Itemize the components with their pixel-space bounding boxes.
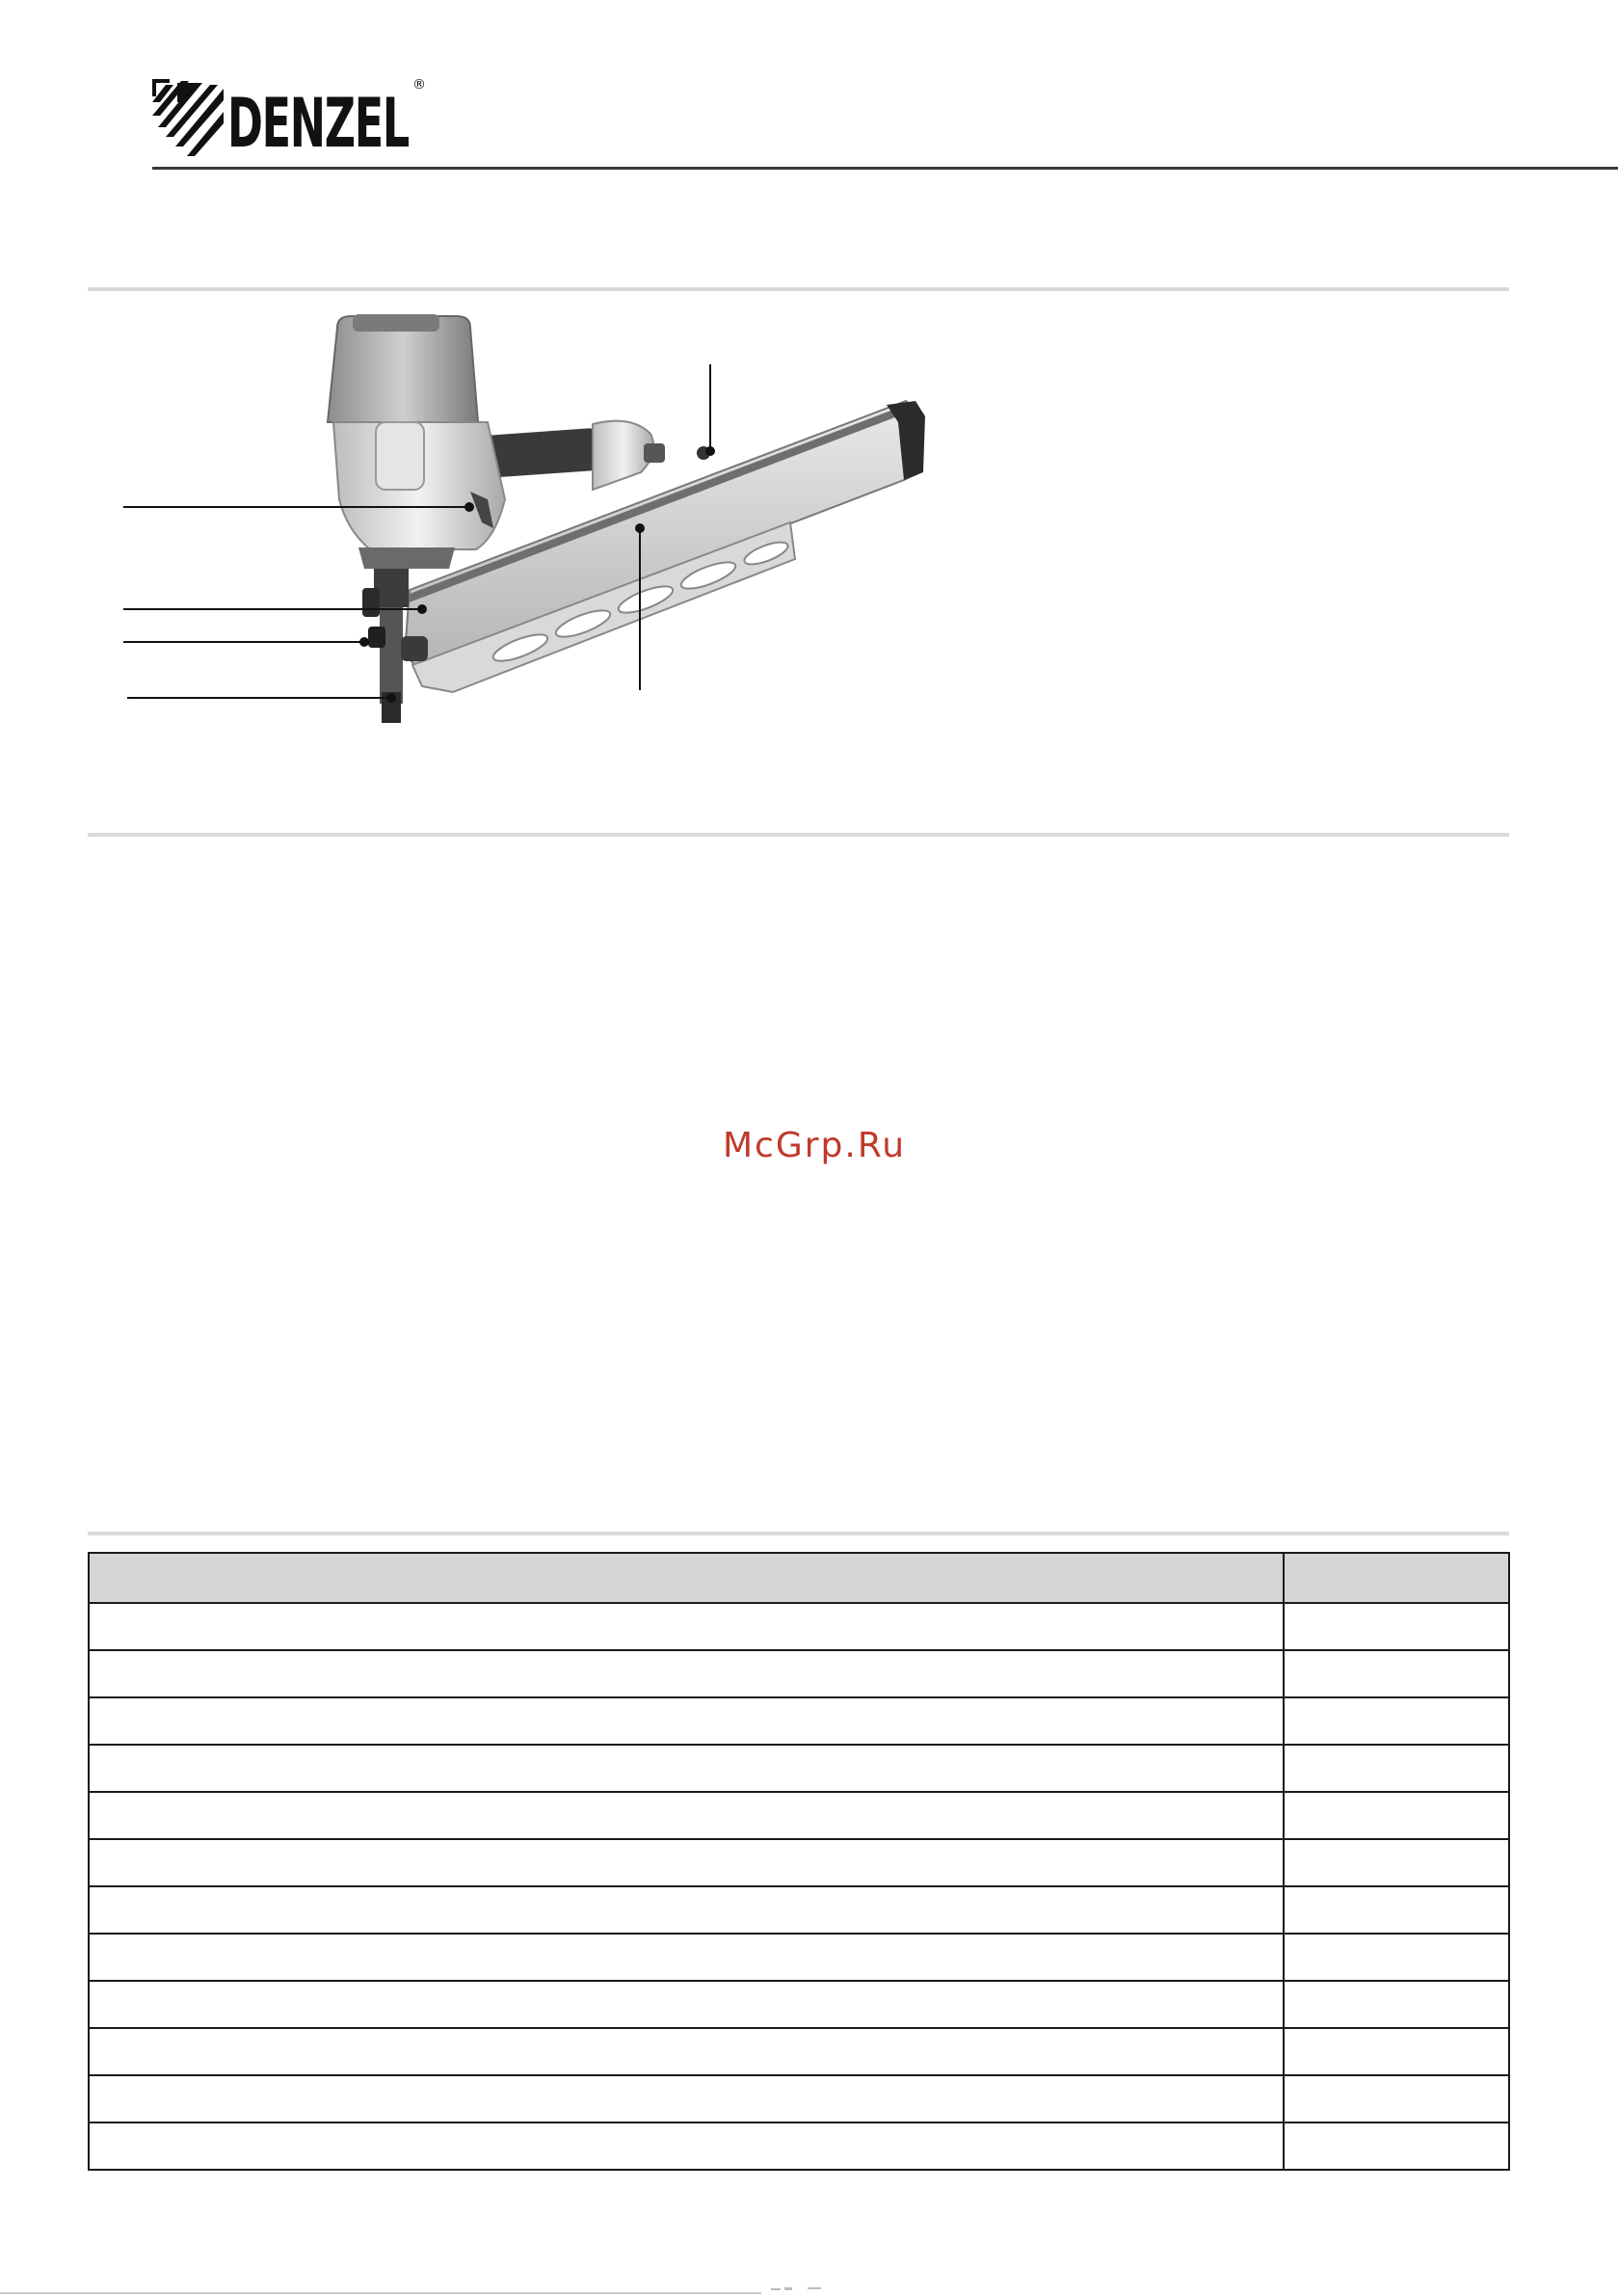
table-cell [89, 1886, 1284, 1934]
registered-mark: ® [412, 77, 426, 93]
table-cell [89, 1934, 1284, 1981]
denzel-logo [152, 73, 441, 162]
table-cell [1284, 2028, 1509, 2075]
table-row [89, 1886, 1509, 1934]
table-cell [1284, 2075, 1509, 2122]
table-cell [89, 1792, 1284, 1839]
table-cell [1284, 2122, 1509, 2170]
table-cell [1284, 1934, 1509, 1981]
table-row [89, 1697, 1509, 1745]
table-row [89, 1981, 1509, 2028]
table-cell [1284, 1697, 1509, 1745]
table-row [89, 1934, 1509, 1981]
footer-mark-icon [769, 2284, 846, 2292]
table-cell [1284, 1792, 1509, 1839]
table-cell [89, 1650, 1284, 1697]
specification-table [88, 1552, 1510, 2171]
table-cell [1284, 1886, 1509, 1934]
table-cell [89, 2075, 1284, 2122]
table-cell [89, 1603, 1284, 1650]
table-row [89, 1650, 1509, 1697]
table-cell [89, 1839, 1284, 1886]
table-row [89, 1603, 1509, 1650]
table-cell [1284, 1745, 1509, 1792]
table-cell [89, 1981, 1284, 2028]
table-header-cell [1284, 1553, 1509, 1603]
watermark-text: McGrp.Ru [722, 1126, 907, 1165]
table-row [89, 1839, 1509, 1886]
table-cell [1284, 1650, 1509, 1697]
table-cell [89, 1745, 1284, 1792]
nailer-figure [116, 308, 925, 733]
table-row [89, 1792, 1509, 1839]
brand-wordmark: DENZEL [227, 84, 410, 162]
table-header-row [89, 1553, 1509, 1603]
motor-housing-icon [328, 314, 505, 569]
table-row [89, 2075, 1509, 2122]
footer-rule [0, 2292, 761, 2294]
table-cell [1284, 1839, 1509, 1886]
table-row [89, 2122, 1509, 2170]
table-cell [1284, 1981, 1509, 2028]
section-divider [88, 1532, 1509, 1535]
table-cell [89, 1697, 1284, 1745]
header-rule [152, 167, 1618, 170]
table-row [89, 2028, 1509, 2075]
table-cell [89, 2028, 1284, 2075]
section-divider [88, 287, 1509, 291]
table-cell [1284, 1603, 1509, 1650]
handle-icon [471, 421, 710, 490]
section-divider [88, 833, 1509, 837]
logo-emblem-icon [152, 79, 224, 156]
table-cell [89, 2122, 1284, 2170]
table-header-cell [89, 1553, 1284, 1603]
table-row [89, 1745, 1509, 1792]
